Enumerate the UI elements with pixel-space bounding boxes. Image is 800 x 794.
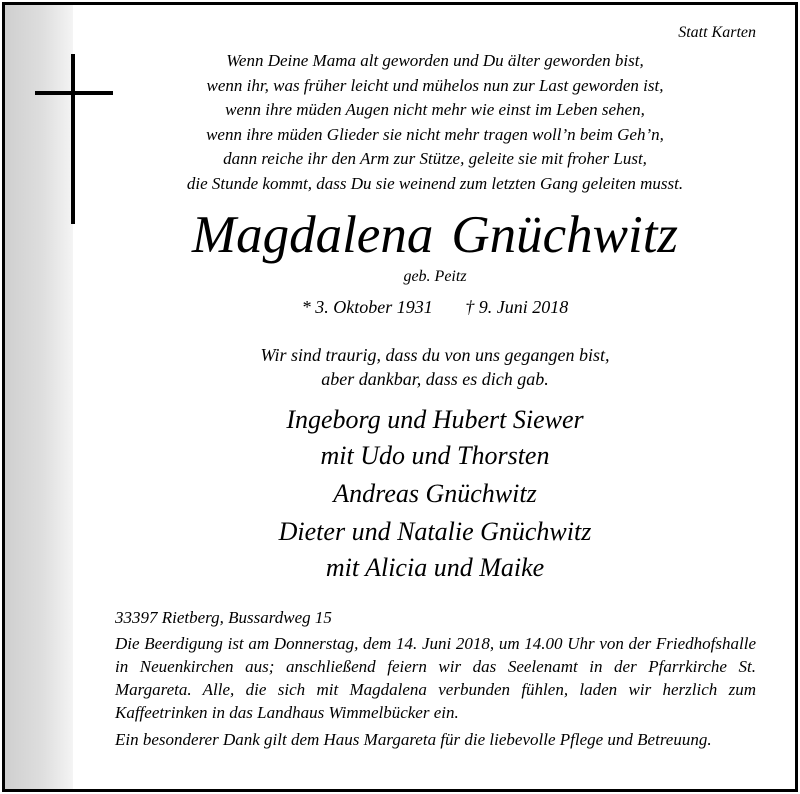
death-date: † 9. Juni 2018	[465, 297, 569, 317]
poem-line: wenn ihr, was früher leicht und mühelos nun zur Last geworden ist,	[206, 75, 664, 95]
birth-name: geb. Peitz	[403, 268, 467, 285]
family-line: Dieter und Natalie Gnüchwitz	[278, 517, 592, 546]
poem-line: Wenn Deine Mama alt geworden und Du älter geworden bist,	[226, 51, 644, 70]
family-line: Andreas Gnüchwitz	[333, 479, 537, 508]
funeral-details: Die Beerdigung ist am Donnerstag, dem 14. Juni 2018, um 14.00 Uhr von der Friedhofshalle in Neuenkirchen aus; anschließend feiern wir das Seelenamt in der Pfarrkirche St. Margareta. Alle, die sich mit Magdalena verbunden fühlen, laden wir herzlich zum Kaffeetrinken in das Landhaus Wimmelbücker ein.	[115, 634, 756, 722]
quote-line: Wir sind traurig, dass du von uns gegangen bist,	[260, 345, 610, 365]
family-line: mit Alicia und Maike	[325, 553, 545, 582]
family-list	[90, 402, 780, 588]
poem-line: die Stunde kommt, dass Du sie weinend zum letzten Gang geleiten musst.	[186, 173, 684, 193]
poem-line: dann reiche ihr den Arm zur Stütze, geleite sie mit froher Lust,	[223, 149, 647, 168]
deceased-last-name: Gnüchwitz	[451, 206, 679, 264]
mourning-quote	[90, 343, 780, 391]
deceased-name	[90, 205, 780, 265]
grey-sidebar	[5, 5, 73, 789]
poem-line: wenn ihre müden Augen nicht mehr wie einst im Leben sehen,	[225, 100, 645, 119]
family-line: Ingeborg und Hubert Siewer	[286, 405, 584, 434]
thanks-note: Ein besonderer Dank gilt dem Haus Margareta für die liebevolle Pflege und Betreuung.	[115, 730, 712, 749]
quote-line: aber dankbar, dass es dich gab.	[321, 369, 549, 389]
birth-date: * 3. Oktober 1931	[301, 297, 433, 317]
life-dates	[90, 297, 780, 318]
address: 33397 Rietberg, Bussardweg 15	[115, 608, 332, 627]
cross-icon	[71, 54, 75, 224]
poem	[90, 49, 780, 196]
family-group	[90, 402, 780, 474]
poem-line: wenn ihre müden Glieder sie nicht mehr tragen woll’n beim Geh’n,	[206, 124, 664, 144]
statt-karten-label: Statt Karten	[678, 24, 756, 41]
family-line: mit Udo und Thorsten	[320, 441, 550, 470]
deceased-first-name: Magdalena	[191, 206, 434, 264]
family-group	[90, 476, 780, 512]
family-group	[90, 514, 780, 586]
